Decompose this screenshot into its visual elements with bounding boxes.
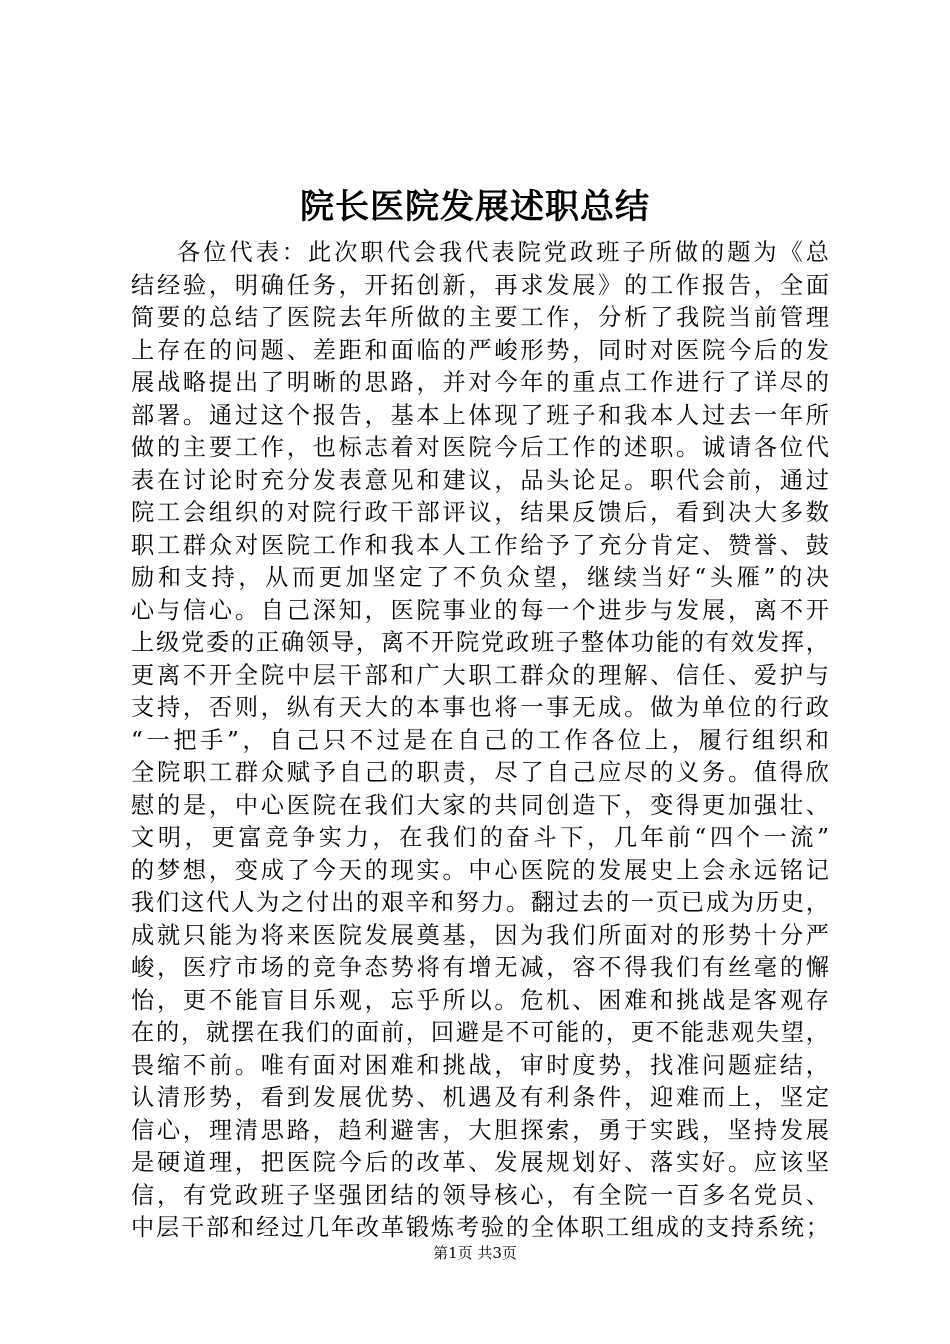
body-line: 简要的总结了医院去年所做的主要工作，分析了我院当前管理 [131,304,829,331]
body-line: 峻，医疗市场的竞争态势将有增无减，容不得我们有丝毫的懈 [131,954,829,981]
body-line: 信心，理清思路，趋利避害，大胆探索，勇于实践，坚持发展 [131,1116,829,1144]
body-line: 文明，更富竞争实力，在我们的奋斗下，几年前“四个一流” [131,824,829,851]
body-line: 励和支持，从而更加坚定了不负众望，继续当好“头雁”的决 [131,564,829,591]
body-line: 更离不开全院中层干部和广大职工群众的理解、信任、爱护与 [131,661,829,689]
document-body [131,237,829,1245]
body-line: 结经验，明确任务，开拓创新，再求发展》的工作报告，全面 [131,271,829,299]
body-line: 各位代表：此次职代会我代表院党政班子所做的题为《总 [177,239,829,266]
body-line: 在的，就摆在我们的面前，回避是不可能的，更不能悲观失望， [131,1019,829,1046]
body-line: “一把手”，自己只不过是在自己的工作各位上，履行组织和 [131,726,829,754]
body-line: 我们这代人为之付出的艰辛和努力。翻过去的一页已成为历史， [131,889,829,916]
body-line: 中层干部和经过几年改革锻炼考验的全体职工组成的支持系统； [131,1214,829,1241]
body-line: 畏缩不前。唯有面对困难和挑战，审时度势，找准问题症结， [131,1051,829,1079]
body-line: 的梦想，变成了今天的现实。中心医院的发展史上会永远铭记 [131,856,829,884]
body-line: 职工群众对医院工作和我本人工作给予了充分肯定、赞誉、鼓 [131,531,829,559]
body-line: 信，有党政班子坚强团结的领导核心，有全院一百多名党员、 [131,1181,829,1209]
page-number-footer: 第1页 共3页 [433,1244,517,1262]
body-line: 上存在的问题、差距和面临的严峻形势，同时对医院今后的发 [131,336,829,364]
document-title: 院长医院发展述职总结 [300,187,650,227]
body-line: 成就只能为将来医院发展奠基，因为我们所面对的形势十分严 [131,921,829,949]
body-line: 部署。通过这个报告，基本上体现了班子和我本人过去一年所 [131,401,829,429]
body-line: 是硬道理，把医院今后的改革、发展规划好、落实好。应该坚 [131,1149,829,1176]
body-line: 心与信心。自己深知，医院事业的每一个进步与发展，离不开 [131,596,829,624]
body-line: 怡，更不能盲目乐观，忘乎所以。危机、困难和挑战是客观存 [131,986,829,1014]
body-line: 认清形势，看到发展优势、机遇及有利条件，迎难而上，坚定 [131,1084,829,1111]
body-line: 全院职工群众赋予自己的职责，尽了自己应尽的义务。值得欣 [131,759,829,786]
body-line: 慰的是，中心医院在我们大家的共同创造下，变得更加强壮、 [131,791,829,819]
body-line: 上级党委的正确领导，离不开院党政班子整体功能的有效发挥， [131,629,829,656]
body-line: 做的主要工作，也标志着对医院今后工作的述职。诚请各位代 [131,434,829,461]
body-line: 表在讨论时充分发表意见和建议，品头论足。职代会前，通过 [131,466,829,494]
body-line: 展战略提出了明晰的思路，并对今年的重点工作进行了详尽的 [131,369,829,396]
body-line: 院工会组织的对院行政干部评议，结果反馈后，看到决大多数 [131,499,829,526]
body-line: 支持，否则，纵有天大的本事也将一事无成。做为单位的行政 [131,694,829,721]
